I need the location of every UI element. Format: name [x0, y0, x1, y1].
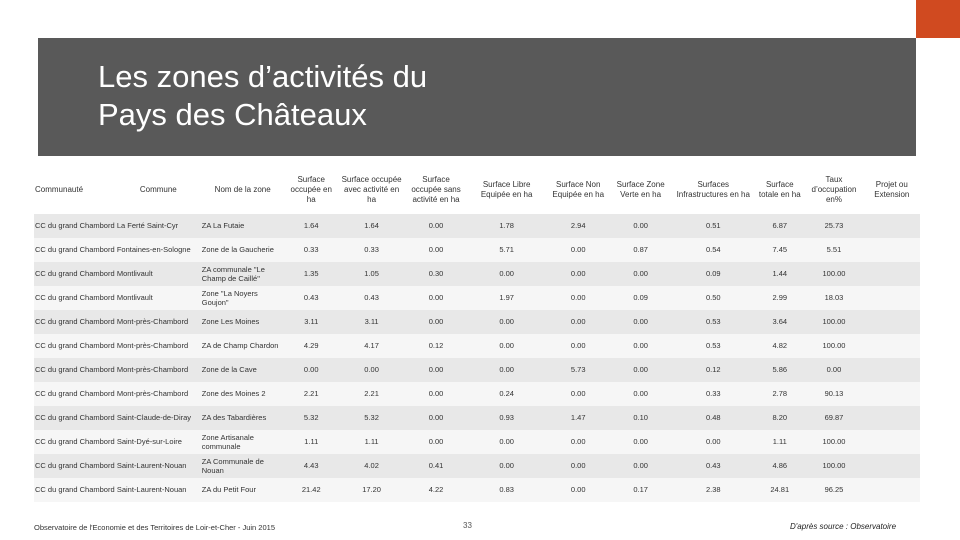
table-cell: 2.21 [285, 382, 338, 406]
table-cell: 0.00 [405, 310, 466, 334]
table-cell: Saint-Claude-de-Diray [116, 406, 201, 430]
table-cell: 0.33 [338, 238, 406, 262]
table-cell: 0.09 [610, 286, 671, 310]
table-cell: 0.00 [610, 358, 671, 382]
table-cell: 17.20 [338, 478, 406, 502]
table-cell: CC du grand Chambord [34, 214, 116, 238]
table-cell: 0.00 [467, 454, 547, 478]
table-cell: CC du grand Chambord [34, 238, 116, 262]
table-row [34, 334, 920, 358]
table-cell: 0.00 [547, 310, 610, 334]
table-cell: 1.78 [467, 214, 547, 238]
table-cell: 0.43 [285, 286, 338, 310]
table-cell: 0.00 [547, 478, 610, 502]
table-cell: Mont-près-Chambord [116, 334, 201, 358]
table-cell: 0.87 [610, 238, 671, 262]
table-cell: 0.00 [547, 262, 610, 286]
table-cell: 100.00 [804, 454, 863, 478]
title-line-1: Les zones d’activités du [98, 59, 428, 94]
table-cell: 5.73 [547, 358, 610, 382]
table-cell: 5.32 [338, 406, 406, 430]
table-cell [864, 430, 920, 454]
table-cell: 1.47 [547, 406, 610, 430]
table-cell: ZA communale "Le Champ de Caillé" [201, 262, 285, 286]
column-header: Commune [139, 185, 177, 194]
column-header: Surface Non Equipée en ha [552, 180, 605, 199]
table-cell: 3.11 [285, 310, 338, 334]
table-row [34, 262, 920, 286]
table-cell: 6.87 [755, 214, 804, 238]
table-cell: 0.00 [547, 382, 610, 406]
table-cell: 0.00 [547, 454, 610, 478]
table-cell: 0.09 [671, 262, 755, 286]
table-cell: 0.93 [467, 406, 547, 430]
table-cell: 5.86 [755, 358, 804, 382]
table-cell: Zone Les Moines [201, 310, 285, 334]
table-cell: 0.00 [405, 214, 466, 238]
table-cell: 4.02 [338, 454, 406, 478]
table-cell: 0.00 [467, 430, 547, 454]
table-cell: 2.38 [671, 478, 755, 502]
table-cell: 5.32 [285, 406, 338, 430]
table-cell: ZA du Petit Four [201, 478, 285, 502]
table-cell: 2.21 [338, 382, 406, 406]
table-cell: Fontaines-en-Sologne [116, 238, 201, 262]
table-cell: 0.48 [671, 406, 755, 430]
title-line-2: Pays des Châteaux [98, 97, 367, 132]
table-cell: 4.43 [285, 454, 338, 478]
table-cell: ZA La Futaie [201, 214, 285, 238]
table-cell: 2.99 [755, 286, 804, 310]
table-cell: 0.24 [467, 382, 547, 406]
table-cell: La Ferté Saint-Cyr [116, 214, 201, 238]
table-cell: 3.64 [755, 310, 804, 334]
table-cell: CC du grand Chambord [34, 262, 116, 286]
table-cell: 0.00 [405, 238, 466, 262]
table-row [34, 358, 920, 382]
column-header: Surface occupée avec activité en ha [341, 175, 402, 204]
table-cell: 1.64 [285, 214, 338, 238]
table-cell: 7.45 [755, 238, 804, 262]
table-cell: 5.71 [467, 238, 547, 262]
table-header-row [34, 166, 920, 214]
table-cell: ZA des Tabardières [201, 406, 285, 430]
table-cell: 0.53 [671, 334, 755, 358]
table-cell: 0.43 [671, 454, 755, 478]
table-row [34, 406, 920, 430]
table-cell: Zone "La Noyers Goujon" [201, 286, 285, 310]
table-cell: 0.17 [610, 478, 671, 502]
table-row [34, 454, 920, 478]
table-cell: 0.00 [547, 238, 610, 262]
table-cell: 69.87 [804, 406, 863, 430]
table-cell: Zone de la Cave [201, 358, 285, 382]
table-cell: 1.05 [338, 262, 406, 286]
table-cell: 4.82 [755, 334, 804, 358]
table-cell: 0.00 [547, 286, 610, 310]
table-cell: 0.00 [338, 358, 406, 382]
table-cell: CC du grand Chambord [34, 478, 116, 502]
column-header: Surfaces Infrastructures en ha [676, 180, 750, 199]
table-cell: 3.11 [338, 310, 406, 334]
table-cell: 0.00 [610, 454, 671, 478]
table-cell: 100.00 [804, 262, 863, 286]
table-cell: 0.50 [671, 286, 755, 310]
table-cell: 21.42 [285, 478, 338, 502]
column-header: Surface Libre Equipée en ha [480, 180, 533, 199]
table-cell: 0.00 [405, 430, 466, 454]
table-cell: 0.33 [671, 382, 755, 406]
table-cell [864, 286, 920, 310]
column-header: Taux d’occupation en% [811, 175, 857, 204]
table-cell: 0.00 [405, 358, 466, 382]
slide-title [98, 58, 698, 134]
table-cell: 4.86 [755, 454, 804, 478]
table-cell: CC du grand Chambord [34, 310, 116, 334]
table-cell: 0.12 [405, 334, 466, 358]
table-cell: 4.17 [338, 334, 406, 358]
table-cell: 0.83 [467, 478, 547, 502]
table-body [34, 214, 920, 502]
table-cell [864, 214, 920, 238]
table-cell: 2.78 [755, 382, 804, 406]
table-cell: Zone Artisanale communale [201, 430, 285, 454]
table-cell: 0.00 [804, 358, 863, 382]
table-cell: 0.00 [467, 310, 547, 334]
table-row [34, 430, 920, 454]
table-cell: CC du grand Chambord [34, 358, 116, 382]
table-cell: Mont-près-Chambord [116, 358, 201, 382]
table-cell: 0.53 [671, 310, 755, 334]
table-cell: 0.43 [338, 286, 406, 310]
table-cell: 0.00 [547, 430, 610, 454]
table-cell: ZA de Champ Chardon [201, 334, 285, 358]
table-row [34, 214, 920, 238]
column-header: Surface Zone Verte en ha [616, 180, 665, 199]
table-cell: 1.64 [338, 214, 406, 238]
table-cell: CC du grand Chambord [34, 334, 116, 358]
table-cell: Mont-près-Chambord [116, 382, 201, 406]
table-cell: 0.00 [610, 262, 671, 286]
table-cell: 0.33 [285, 238, 338, 262]
table-cell: 1.44 [755, 262, 804, 286]
table-cell: 0.00 [610, 214, 671, 238]
table-cell: CC du grand Chambord [34, 454, 116, 478]
footer-attribution: D'après source : Observatoire [790, 522, 897, 531]
table-cell [864, 478, 920, 502]
table-cell: 0.00 [405, 382, 466, 406]
table-cell: 0.30 [405, 262, 466, 286]
table-cell: Saint-Laurent-Nouan [116, 478, 201, 502]
column-header: Communauté [35, 185, 84, 194]
table-cell: CC du grand Chambord [34, 286, 116, 310]
table-cell: 25.73 [804, 214, 863, 238]
table-cell: 4.22 [405, 478, 466, 502]
table-cell: 1.35 [285, 262, 338, 286]
table-cell: 18.03 [804, 286, 863, 310]
table-cell: CC du grand Chambord [34, 406, 116, 430]
table-cell: 0.00 [467, 262, 547, 286]
table-cell: Saint-Dyé-sur-Loire [116, 430, 201, 454]
accent-block [916, 0, 960, 38]
table-cell: 0.00 [467, 334, 547, 358]
table-cell [864, 334, 920, 358]
table-cell [864, 382, 920, 406]
table-cell: 100.00 [804, 430, 863, 454]
table-cell: 0.12 [671, 358, 755, 382]
table-cell: 0.00 [285, 358, 338, 382]
table-cell: 5.51 [804, 238, 863, 262]
column-header: Surface occupée sans activité en ha [411, 175, 461, 204]
table-cell [864, 358, 920, 382]
zones-table [34, 166, 920, 502]
table-cell: 4.29 [285, 334, 338, 358]
table-cell: 0.00 [610, 310, 671, 334]
table-cell: Saint-Laurent-Nouan [116, 454, 201, 478]
table-cell: 0.54 [671, 238, 755, 262]
table-cell [864, 310, 920, 334]
table-cell: 0.41 [405, 454, 466, 478]
table-cell: 90.13 [804, 382, 863, 406]
table-cell: ZA Communale de Nouan [201, 454, 285, 478]
table-cell: 0.10 [610, 406, 671, 430]
table-cell [864, 406, 920, 430]
table-cell: 96.25 [804, 478, 863, 502]
table-cell: 100.00 [804, 310, 863, 334]
table-cell: CC du grand Chambord [34, 382, 116, 406]
table-cell: 100.00 [804, 334, 863, 358]
table-cell: 1.11 [285, 430, 338, 454]
table-cell: 0.51 [671, 214, 755, 238]
table-cell: 1.11 [755, 430, 804, 454]
table-cell: 0.00 [610, 334, 671, 358]
table-cell: CC du grand Chambord [34, 430, 116, 454]
table-row [34, 238, 920, 262]
table-cell: 24.81 [755, 478, 804, 502]
table-cell: Zone des Moines 2 [201, 382, 285, 406]
table-cell: Mont-près-Chambord [116, 310, 201, 334]
column-header: Projet ou Extension [874, 180, 910, 199]
table-cell [864, 238, 920, 262]
table-cell: 0.00 [547, 334, 610, 358]
table-cell [864, 262, 920, 286]
table-cell: 0.00 [671, 430, 755, 454]
table-cell: 1.11 [338, 430, 406, 454]
table-cell: Montlivault [116, 262, 201, 286]
table-cell: Zone de la Gaucherie [201, 238, 285, 262]
table-cell [864, 454, 920, 478]
table-row [34, 310, 920, 334]
table-row [34, 286, 920, 310]
page-number: 33 [463, 521, 472, 530]
table-cell: 2.94 [547, 214, 610, 238]
column-header: Surface totale en ha [758, 180, 801, 199]
footer-source-note: Observatoire de l'Economie et des Territoires de Loir-et-Cher - Juin 2015 [34, 523, 275, 532]
column-header: Surface occupée en ha [290, 175, 332, 204]
column-header: Nom de la zone [214, 185, 271, 194]
table-cell: 0.00 [467, 358, 547, 382]
table-row [34, 478, 920, 502]
table-cell: 0.00 [405, 286, 466, 310]
table-cell: 0.00 [610, 382, 671, 406]
table-row [34, 382, 920, 406]
table-cell: 8.20 [755, 406, 804, 430]
table-cell: 1.97 [467, 286, 547, 310]
table-cell: 0.00 [405, 406, 466, 430]
table-cell: Montlivault [116, 286, 201, 310]
table-cell: 0.00 [610, 430, 671, 454]
